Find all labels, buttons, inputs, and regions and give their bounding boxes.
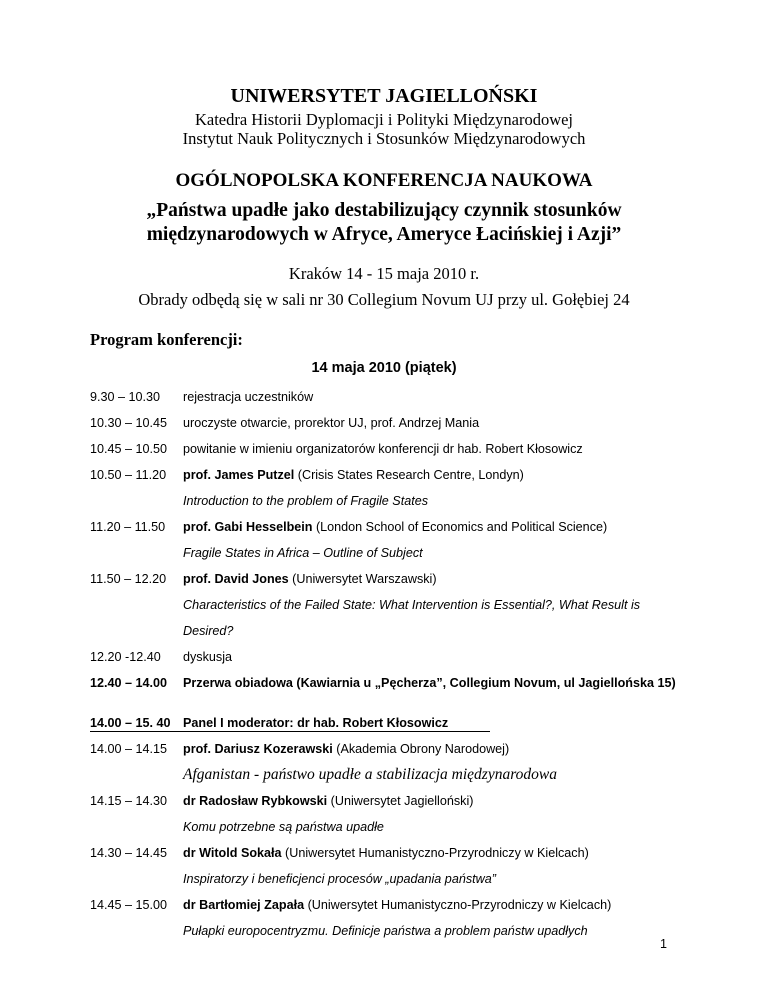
conference-name: OGÓLNOPOLSKA KONFERENCJA NAUKOWA — [175, 170, 593, 191]
row-time: 11.20 – 11.50 — [90, 520, 166, 534]
speaker-name: prof. David Jones — [183, 572, 289, 586]
row-text — [183, 468, 524, 482]
talk-topic: Inspiratorzy i beneficjenci procesów „upadania państwa” — [183, 872, 496, 886]
speaker-affiliation: (Uniwersytet Warszawski) — [288, 572, 437, 586]
row-text: powitanie w imieniu organizatorów konferencji dr hab. Robert Kłosowicz — [183, 442, 583, 456]
row-time: 12.20 -12.40 — [90, 650, 161, 664]
row-text — [183, 520, 607, 534]
row-time: 10.30 – 10.45 — [90, 416, 168, 430]
row-text — [183, 846, 589, 860]
speaker-affiliation: (Uniwersytet Humanistyczno-Przyrodniczy w Kielcach) — [304, 898, 612, 912]
talk-topic: Fragile States in Africa – Outline of Subject — [183, 546, 423, 560]
row-time: 12.40 – 14.00 — [90, 676, 168, 690]
row-text: dyskusja — [183, 650, 232, 664]
row-time: 14.45 – 15.00 — [90, 898, 168, 912]
row-time: 10.50 – 11.20 — [90, 468, 167, 482]
talk-topic: Komu potrzebne są państwa upadłe — [183, 820, 384, 834]
page-number: 1 — [660, 937, 668, 951]
speaker-name: dr Radosław Rybkowski — [183, 794, 328, 808]
row-time: 14.00 – 14.15 — [90, 742, 168, 756]
row-time: 14.15 – 14.30 — [90, 794, 168, 808]
row-text: Panel I moderator: dr hab. Robert Kłosowicz — [183, 716, 449, 730]
talk-topic-line2: Desired? — [183, 624, 234, 638]
talk-topic: Pułapki europocentryzmu. Definicje państwa a problem państw upadłych — [183, 924, 588, 938]
speaker-affiliation: (Uniwersytet Jagielloński) — [327, 794, 474, 808]
row-text — [183, 572, 437, 586]
speaker-name: dr Bartłomiej Zapała — [183, 898, 305, 912]
row-time: 14.00 – 15. 40 — [90, 716, 171, 730]
conference-title-line1: „Państwa upadłe jako destabilizujący czynnik stosunków — [146, 200, 622, 221]
speaker-name: prof. James Putzel — [183, 468, 295, 482]
conference-date: Kraków 14 - 15 maja 2010 r. — [288, 264, 480, 283]
row-text — [183, 742, 509, 756]
panel-heading-underline — [90, 731, 490, 732]
conference-venue: Obrady odbędą się w sali nr 30 Collegium Novum UJ przy ul. Gołębiej 24 — [138, 290, 630, 309]
talk-topic: Afganistan - państwo upadłe a stabilizacja międzynarodowa — [183, 766, 558, 783]
row-text: rejestracja uczestników — [183, 390, 314, 404]
row-time: 14.30 – 14.45 — [90, 846, 168, 860]
speaker-affiliation: (London School of Economics and Political Science) — [312, 520, 608, 534]
talk-topic: Introduction to the problem of Fragile States — [183, 494, 429, 508]
speaker-affiliation: (Crisis States Research Centre, Londyn) — [294, 468, 524, 482]
talk-topic-line1: Characteristics of the Failed State: What Intervention is Essential?, What Result is — [183, 598, 641, 612]
row-text: Przerwa obiadowa (Kawiarnia u „Pęcherza”, Collegium Novum, ul Jagiellońska 15) — [183, 676, 676, 690]
department-name: Katedra Historii Dyplomacji i Polityki Międzynarodowej — [194, 110, 574, 129]
row-text — [183, 794, 473, 808]
row-text: uroczyste otwarcie, prorektor UJ, prof. Andrzej Mania — [183, 416, 480, 430]
speaker-name: dr Witold Sokała — [183, 846, 282, 860]
institute-name: Instytut Nauk Politycznych i Stosunków Międzynarodowych — [182, 129, 586, 148]
speaker-affiliation: (Akademia Obrony Narodowej) — [332, 742, 510, 756]
speaker-name: prof. Dariusz Kozerawski — [183, 742, 333, 756]
speaker-affiliation: (Uniwersytet Humanistyczno-Przyrodniczy w Kielcach) — [281, 846, 589, 860]
row-time: 10.45 – 10.50 — [90, 442, 168, 456]
row-time: 9.30 – 10.30 — [90, 390, 161, 404]
university-name: UNIWERSYTET JAGIELLOŃSKI — [230, 85, 538, 107]
program-heading: Program konferencji: — [90, 330, 243, 349]
row-text — [183, 898, 611, 912]
conference-title-line2: międzynarodowych w Afryce, Ameryce Łacińskiej i Azji” — [146, 224, 622, 245]
row-time: 11.50 – 12.20 — [90, 572, 167, 586]
day-heading: 14 maja 2010 (piątek) — [311, 360, 457, 376]
speaker-name: prof. Gabi Hesselbein — [183, 520, 313, 534]
